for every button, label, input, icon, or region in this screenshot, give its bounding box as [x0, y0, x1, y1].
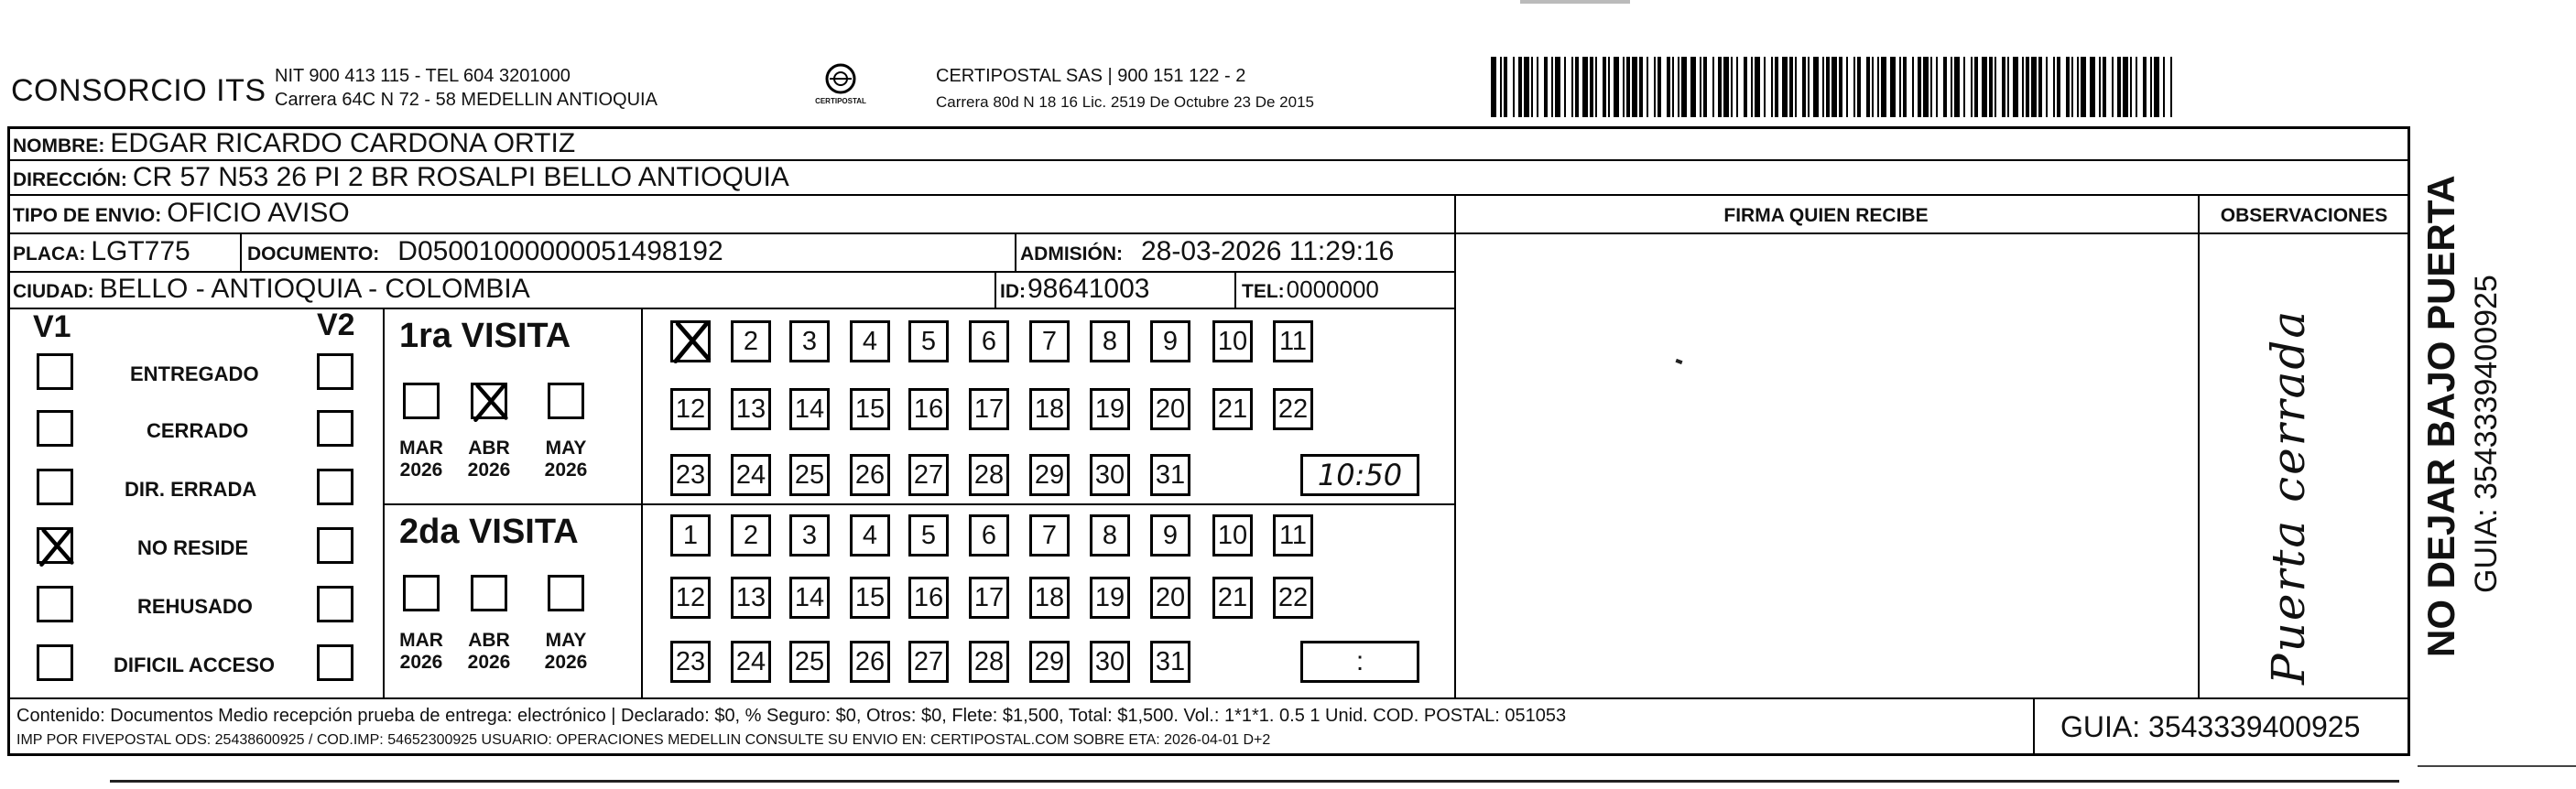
col-divider	[2198, 194, 2200, 697]
day-box[interactable]: 30	[1090, 641, 1130, 683]
month-label: ABR 2026	[467, 630, 511, 673]
day-box[interactable]: 28	[969, 641, 1009, 683]
day-box[interactable]: 23	[670, 454, 711, 496]
month-label: ABR 2026	[467, 438, 511, 481]
day-box[interactable]: 30	[1090, 454, 1130, 496]
day-box[interactable]: 22	[1273, 388, 1313, 430]
certipostal-logo-icon: CERTIPOSTAL	[806, 60, 875, 113]
day-box[interactable]: 2	[731, 514, 771, 557]
tel-row	[1242, 276, 1379, 304]
city-row	[13, 274, 530, 305]
day-box[interactable]: 11	[1273, 514, 1313, 557]
v2-checkbox[interactable]	[317, 410, 353, 447]
day-box[interactable]: 27	[908, 641, 949, 683]
status-label: CERRADO	[147, 419, 249, 442]
v2-checkbox[interactable]	[317, 644, 353, 681]
day-box[interactable]: 20	[1150, 388, 1190, 430]
footer-content: Contenido: Documentos Medio recepción prueba de entrega: electrónico | Declarado: $0, % Seguro: $0, Otros: $0, Flete: $1,500, Total: $1,500. Vol.: 1*1*1. 0.5 1 Unid. COD. POSTAL: 051053	[16, 706, 1567, 726]
day-box[interactable]: 6	[969, 320, 1009, 362]
observations-handwriting: Puerta cerrada	[2262, 308, 2315, 685]
recipient-address: CR 57 N53 26 PI 2 BR ROSALPI BELLO ANTIOQUIA	[132, 162, 789, 192]
recipient-name: EDGAR RICARDO CARDONA ORTIZ	[110, 128, 576, 158]
day-box[interactable]: 4	[850, 514, 890, 557]
tel-label: TEL:	[1242, 281, 1285, 302]
city-label: CIUDAD:	[13, 281, 94, 302]
row-divider	[7, 271, 1454, 273]
observations-header: OBSERVACIONES	[2220, 205, 2388, 226]
day-box[interactable]: 19	[1090, 388, 1130, 430]
day-box[interactable]: 25	[789, 641, 830, 683]
v2-checkbox[interactable]	[317, 586, 353, 622]
day-box[interactable]: 9	[1150, 320, 1190, 362]
type-label: TIPO DE ENVIO:	[13, 205, 162, 226]
month-label: MAY 2026	[544, 630, 588, 673]
v2-header: V2	[317, 308, 355, 342]
second-visit-title: 2da VISITA	[399, 513, 579, 551]
cell-divider	[1234, 271, 1236, 308]
day-box[interactable]: 4	[850, 320, 890, 362]
v1-checkbox[interactable]	[37, 353, 73, 390]
signature-header: FIRMA QUIEN RECIBE	[1723, 205, 1929, 226]
status-label: DIR. ERRADA	[125, 478, 257, 501]
day-box[interactable]: 16	[908, 388, 949, 430]
day-box[interactable]: 31	[1150, 454, 1190, 496]
status-label: ENTREGADO	[130, 362, 259, 385]
day-box[interactable]: 12	[670, 388, 711, 430]
status-label: NO RESIDE	[137, 536, 249, 559]
courier-name: CERTIPOSTAL SAS | 900 151 122 - 2	[936, 66, 1246, 86]
v1-checkbox[interactable]	[37, 586, 73, 622]
day-box[interactable]: 3	[789, 320, 830, 362]
month-divider	[641, 308, 643, 697]
type-row	[13, 198, 350, 229]
day-box[interactable]: 10	[1212, 514, 1253, 557]
name-label: NOMBRE:	[13, 135, 105, 157]
month-label: MAR 2026	[399, 630, 443, 673]
first-visit-title: 1ra VISITA	[399, 317, 571, 355]
document-value: D05001000000051498192	[397, 236, 723, 266]
month-label: MAY 2026	[544, 438, 588, 481]
plate-label: PLACA:	[13, 243, 86, 265]
day-box[interactable]: 18	[1029, 388, 1070, 430]
id-label: ID:	[1000, 281, 1026, 302]
day-box[interactable]: 10	[1212, 320, 1253, 362]
status-label: DIFICIL ACCESO	[114, 654, 276, 676]
day-box[interactable]: 1	[670, 514, 711, 557]
day-box[interactable]: 15	[850, 388, 890, 430]
name-row	[13, 128, 575, 159]
document-row	[247, 236, 723, 267]
day-box[interactable]: 29	[1029, 641, 1070, 683]
admission-value: 28-03-2026 11:29:16	[1141, 236, 1395, 266]
day-box[interactable]: 21	[1212, 388, 1253, 430]
month-label: MAR 2026	[399, 438, 443, 481]
side-guia: GUIA: 3543339400925	[2469, 275, 2504, 593]
day-box[interactable]: 24	[731, 641, 771, 683]
day-box[interactable]: 20	[1150, 577, 1190, 619]
month-checkbox[interactable]	[548, 575, 584, 611]
day-box[interactable]: 9	[1150, 514, 1190, 557]
day-box[interactable]: 23	[670, 641, 711, 683]
document-label: DOCUMENTO:	[247, 243, 380, 265]
day-box[interactable]: 11	[1273, 320, 1313, 362]
visit-divider	[383, 503, 1454, 505]
barcode-bar	[2170, 57, 2172, 117]
barcode	[1491, 57, 2178, 117]
top-edge-mark	[1520, 0, 1630, 4]
day-box[interactable]: 21	[1212, 577, 1253, 619]
day-box[interactable]: 5	[908, 514, 949, 557]
plate-row	[13, 236, 190, 267]
footer-divider	[7, 697, 2410, 699]
day-box[interactable]: 31	[1150, 641, 1190, 683]
col-divider	[1454, 194, 1456, 697]
day-box[interactable]: 17	[969, 577, 1009, 619]
cell-divider	[995, 271, 996, 308]
first-visit-time[interactable]: 10:50	[1300, 454, 1419, 496]
day-box[interactable]: 29	[1029, 454, 1070, 496]
footer-col-divider	[2033, 697, 2035, 756]
company-address: Carrera 64C N 72 - 58 MEDELLIN ANTIOQUIA	[275, 90, 658, 110]
day-box[interactable]: 14	[789, 577, 830, 619]
admission-label: ADMISIÓN:	[1020, 243, 1123, 265]
day-box[interactable]: 12	[670, 577, 711, 619]
day-box[interactable]: 8	[1090, 320, 1130, 362]
day-box[interactable]: 3	[789, 514, 830, 557]
shipment-type: OFICIO AVISO	[167, 198, 350, 228]
plate-value: LGT775	[91, 236, 190, 266]
v1-checkbox[interactable]	[37, 410, 73, 447]
address-row	[13, 162, 789, 193]
day-box[interactable]: 18	[1029, 577, 1070, 619]
scan-edge-line	[110, 780, 2399, 783]
day-box[interactable]: 24	[731, 454, 771, 496]
scan-edge-line	[2418, 765, 2576, 767]
v2-checkbox[interactable]	[317, 527, 353, 564]
month-checkbox[interactable]	[471, 383, 507, 419]
v2-checkbox[interactable]	[317, 353, 353, 390]
side-notice: NO DEJAR BAJO PUERTA	[2419, 175, 2462, 657]
city-value: BELLO - ANTIOQUIA - COLOMBIA	[99, 274, 530, 304]
status-divider	[383, 308, 385, 697]
v1-checkbox[interactable]	[37, 469, 73, 505]
company-nit: NIT 900 413 115 - TEL 604 3201000	[275, 66, 571, 86]
day-box[interactable]: 26	[850, 454, 890, 496]
v1-header: V1	[33, 309, 71, 344]
month-checkbox[interactable]	[403, 575, 440, 611]
row-divider	[7, 232, 2410, 234]
day-box[interactable]: 13	[731, 577, 771, 619]
day-box[interactable]: 2	[731, 320, 771, 362]
second-visit-time[interactable]: :	[1300, 641, 1419, 683]
day-box[interactable]: 22	[1273, 577, 1313, 619]
month-checkbox[interactable]	[403, 383, 440, 419]
day-box[interactable]: 25	[789, 454, 830, 496]
day-box[interactable]: 27	[908, 454, 949, 496]
admission-row	[1020, 236, 1394, 267]
address-label: DIRECCIÓN:	[13, 169, 127, 190]
status-label: REHUSADO	[137, 595, 253, 618]
day-box[interactable]: 15	[850, 577, 890, 619]
day-box[interactable]: 19	[1090, 577, 1130, 619]
footer-imp: IMP POR FIVEPOSTAL ODS: 25438600925 / COD.IMP: 54652300925 USUARIO: OPERACIONES MEDELLIN CONSULTE SU ENVIO EN: CERTIPOSTAL.COM SOBRE ETA: 2026-04-01 D+2	[16, 732, 1271, 748]
day-box[interactable]: 14	[789, 388, 830, 430]
day-box[interactable]: 7	[1029, 320, 1070, 362]
day-box[interactable]: 6	[969, 514, 1009, 557]
day-box[interactable]	[670, 320, 711, 362]
row-divider	[7, 159, 2410, 161]
courier-address: Carrera 80d N 18 16 Lic. 2519 De Octubre 23 De 2015	[936, 93, 1314, 111]
row-divider	[7, 194, 2410, 196]
day-box[interactable]: 26	[850, 641, 890, 683]
cell-divider	[1015, 232, 1016, 271]
month-checkbox[interactable]	[548, 383, 584, 419]
day-box[interactable]: 5	[908, 320, 949, 362]
v1-checkbox[interactable]	[37, 527, 73, 564]
cell-divider	[240, 232, 242, 271]
day-box[interactable]: 16	[908, 577, 949, 619]
row-divider	[7, 308, 1454, 309]
day-box[interactable]: 13	[731, 388, 771, 430]
footer-guia: GUIA: 3543339400925	[2060, 710, 2361, 743]
v2-checkbox[interactable]	[317, 469, 353, 505]
company-name: CONSORCIO ITS	[11, 73, 266, 108]
id-row	[1000, 274, 1149, 305]
v1-checkbox[interactable]	[37, 644, 73, 681]
id-value: 98641003	[1027, 274, 1150, 304]
month-checkbox[interactable]	[471, 575, 507, 611]
day-box[interactable]: 7	[1029, 514, 1070, 557]
day-box[interactable]: 8	[1090, 514, 1130, 557]
tel-value: 0000000	[1286, 276, 1379, 303]
day-box[interactable]: 28	[969, 454, 1009, 496]
day-box[interactable]: 17	[969, 388, 1009, 430]
